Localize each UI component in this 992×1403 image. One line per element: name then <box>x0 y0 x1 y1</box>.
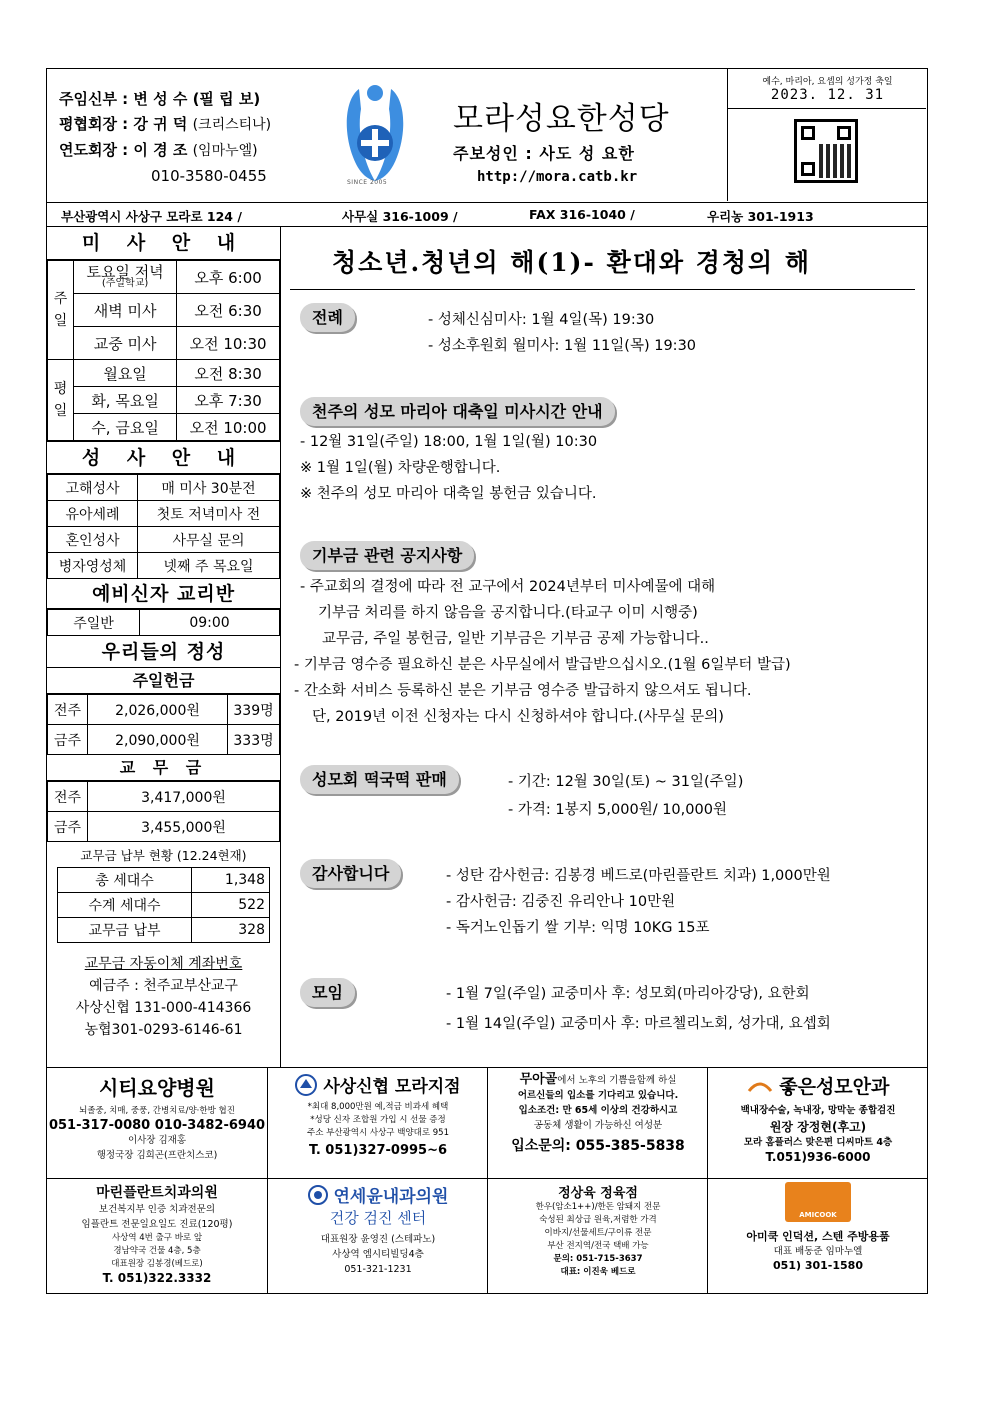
ad-shinhyup[interactable]: 사상신협 모라지점 *최대 8,000만원 예,적금 비과세 혜택 *성당 신자 조합원 가입 시 선물 증정 주소 부산광역시 사상구 백양대로 951 T. 051)327-0995~6 <box>269 1072 487 1158</box>
divider <box>47 1178 927 1179</box>
account-number: 사상신협 131-000-414366 <box>75 1000 252 1016</box>
account-number: 농협301-0293-6146-61 <box>84 1022 243 1038</box>
feast-name: 예수, 마리아, 요셉의 성가정 축일 <box>762 77 893 87</box>
week-label: 전주 <box>48 695 88 725</box>
bulletin-date: 2023. 12. 31 <box>770 87 885 103</box>
kyomu-status <box>47 842 280 947</box>
amicook-logo-icon: AMICOOK <box>785 1182 851 1222</box>
clergy-list <box>59 87 271 189</box>
kyomu-amount: 3,455,000원 <box>88 812 280 842</box>
catechumen-table <box>47 609 280 636</box>
catechumen-title: 예비신자 교리반 <box>47 579 280 609</box>
offering-amount: 2,090,000원 <box>88 725 228 755</box>
office-phone: 사무실 316-1009 / <box>342 209 458 224</box>
date-box <box>727 69 927 201</box>
sunday-label: 주일 <box>48 261 74 360</box>
attendance-count: 339명 <box>228 695 280 725</box>
solemnity-lines: - 12월 31일(주일) 18:00, 1월 1일(월) 10:30 ※ 1월 1일(월) 차량운행합니다. ※ 천주의 성모 마리아 대축일 봉헌금 있습니다. <box>300 434 598 502</box>
fax-number: FAX 316-1040 / <box>529 207 635 222</box>
ad-dental[interactable]: 마린플란트치과의원 보건복지부 인증 치과전문의 임플란트 전문일요일도 진료(120평) 사상역 4번 출구 바로 앞 경남약국 건물 4층, 5층 대표원장 김봉경(베드로) T. 051)322.3332 <box>81 1185 233 1285</box>
bulletin-page <box>46 68 928 1294</box>
parish-logo-icon <box>339 81 411 189</box>
sacrament-value: 사무실 문의 <box>138 527 280 553</box>
week-label: 금주 <box>48 725 88 755</box>
kyomu-status-label: 교무금 납부 현황 (12.24현재) <box>80 848 247 863</box>
bank-number: 우리농 301-1913 <box>707 209 814 224</box>
sacrament-name: 혼인성사 <box>48 527 138 553</box>
ad-city-hospital[interactable]: 시티요양병원 뇌졸중, 치매, 중풍, 간병치료/양·한방 협진 051-317-0080 010-3482-6940 이사장 김재홍 행정국장 김희곤(프란치스코) <box>48 1076 266 1161</box>
status-label: 교무금 납부 <box>58 918 192 943</box>
sacrament-title: 성 사 안 내 <box>47 441 280 474</box>
meetings-lines: - 1월 7일(주일) 교중미사 후: 성모회(마리아강당), 요한회 - 1월 14일(주일) 교중미사 후: 마르첼리노회, 성가대, 요셉회 <box>446 986 831 1032</box>
catechumen-label: 주일반 <box>48 610 140 636</box>
sacrament-value: 첫토 저녁미사 전 <box>138 501 280 527</box>
clergy-row: 주임신부 : 변 성 수 (필 립 보) <box>59 90 261 108</box>
bulletin-header <box>47 69 927 202</box>
status-value: 1,348 <box>192 868 270 893</box>
liturgy-lines: - 성체신심미사: 1월 4일(목) 19:30 - 성소후원회 월미사: 1월 11일(목) 19:30 <box>428 312 697 354</box>
solemnity-label: 천주의 성모 마리아 대축일 미사시간 안내 <box>300 397 615 426</box>
parish-url[interactable]: http://mora.catb.kr <box>477 169 638 185</box>
weekday-label: 평일 <box>48 360 74 441</box>
ad-butcher[interactable]: 정상육 정육점 한우(암소1++)/한돈 암돼지 전문 숙성된 최상급 원육,저렴한 가격 이바지/선물세트/구이류 전문 부산 전지역/전국 택배 가능 문의: 051-715-3637 대표: 이진욱 베드로 <box>535 1186 661 1277</box>
logo-since: SINCE 2005 <box>347 179 388 186</box>
status-value: 522 <box>192 893 270 918</box>
mass-name: 토요일 저녁 (주일학교) <box>74 261 177 294</box>
sunday-offering-title: 주일헌금 <box>47 668 280 694</box>
week-label: 전주 <box>48 782 88 812</box>
status-label: 총 세대수 <box>58 868 192 893</box>
mass-name: 수, 금요일 <box>74 414 177 441</box>
divider <box>290 289 915 290</box>
mass-time: 오후 6:00 <box>177 261 280 294</box>
mass-time: 오전 10:30 <box>177 327 280 360</box>
parish-name: 모라성요한성당 <box>453 101 670 137</box>
attendance-count: 333명 <box>228 725 280 755</box>
week-label: 금주 <box>48 812 88 842</box>
mass-name: 월요일 <box>74 360 177 387</box>
meetings-label: 모임 <box>300 978 355 1007</box>
sacrament-name: 고해성사 <box>48 475 138 501</box>
divider <box>267 1068 268 1294</box>
sacrament-name: 병자영성체 <box>48 553 138 579</box>
mass-time: 오전 8:30 <box>177 360 280 387</box>
kyomu-title: 교 무 금 <box>47 755 280 781</box>
sunday-offering-table <box>47 694 280 755</box>
ad-amicook[interactable]: AMICOOK 아미쿡 인덕션, 스텐 주방용품 대표 배동준 임마누엘 051) 301-1580 <box>709 1182 927 1272</box>
kyomu-table <box>47 781 280 842</box>
mass-time: 오후 7:30 <box>177 387 280 414</box>
shinhyup-logo-icon <box>295 1074 317 1096</box>
bank-transfer <box>47 953 280 1041</box>
yonsei-logo-icon <box>308 1185 328 1205</box>
mass-name: 화, 목요일 <box>74 387 177 414</box>
ads-section <box>47 1067 927 1293</box>
account-holder: 예금주 : 천주교부산교구 <box>89 978 238 994</box>
mass-time: 오전 10:00 <box>177 414 280 441</box>
catechumen-time: 09:00 <box>140 610 280 636</box>
mass-name: 교중 미사 <box>74 327 177 360</box>
patron-saint: 주보성인 : 사도 성 요한 <box>453 144 635 163</box>
rice-cake-lines: - 기간: 12월 30일(토) ~ 31일(주일) - 가격: 1봉지 5,000원/ 10,000원 <box>508 774 744 818</box>
donation-label: 기부금 관련 공지사항 <box>300 541 474 570</box>
clergy-row: 연도회장 : 이 경 조 (임마누엘) <box>59 141 258 159</box>
mass-name: 새벽 미사 <box>74 294 177 327</box>
sacrament-name: 유아세례 <box>48 501 138 527</box>
transfer-title: 교무금 자동이체 계좌번호 <box>84 956 243 972</box>
rice-cake-label: 성모회 떡국떡 판매 <box>300 765 459 794</box>
ad-yonsei[interactable]: 연세윤내과의원 건강 검진 센터 대표원장 윤영진 (스테파노) 사상역 엠시티빌딩4층 051-321-1231 <box>269 1182 487 1277</box>
address-bar <box>47 202 927 227</box>
eye-clinic-logo-icon <box>747 1079 773 1095</box>
address: 부산광역시 사상구 모라로 124 / <box>61 209 242 224</box>
status-value: 328 <box>192 918 270 943</box>
status-label: 수계 세대수 <box>58 893 192 918</box>
qr-code-icon[interactable] <box>794 119 858 183</box>
thanks-label: 감사합니다 <box>300 859 401 888</box>
offering-title: 우리들의 정성 <box>47 636 280 668</box>
thanks-lines: - 성탄 감사헌금: 김봉경 베드로(마린플란트 치과) 1,000만원 - 감사헌금: 김중진 유리안나 10만원 - 독거노인돕기 쌀 기부: 익명 10KG 15포 <box>446 868 831 936</box>
mass-title: 미 사 안 내 <box>47 227 280 260</box>
clergy-row: 평협회장 : 강 귀 덕 (크리스티나) <box>59 115 272 133</box>
divider <box>487 1068 488 1294</box>
kyomu-status-table <box>57 867 270 943</box>
parish-phone: 010-3580-0455 <box>151 167 267 185</box>
sacrament-value: 매 미사 30분전 <box>138 475 280 501</box>
ad-eye-clinic[interactable]: 좋은성모안과 백내장수술, 녹내장, 망막눈 종합검진 원장 장정현(후고) 모라 홈플러스 맞은편 디씨마트 4층 T.051)936-6000 <box>740 1076 896 1164</box>
mass-time: 오전 6:30 <box>177 294 280 327</box>
sacrament-value: 넷째 주 목요일 <box>138 553 280 579</box>
sacrament-table <box>47 474 280 579</box>
main-content <box>282 227 927 1067</box>
kyomu-amount: 3,417,000원 <box>88 782 280 812</box>
ad-muagol[interactable]: 무아골에서 노후의 기쁨을함께 하실 어르신들의 입소를 기다리고 있습니다. 입소조건: 만 65세 이상의 건강하시고 공동체 생활이 가능하신 여성분 입소문의: 055-385-5838 <box>511 1072 685 1154</box>
headline: 청소년.청년의 해(1)- 환대와 경청의 해 <box>332 248 812 277</box>
donation-lines: - 주교회의 결정에 따라 전 교구에서 2024년부터 미사예물에 대해 기부금 처리를 하지 않음을 공지합니다.(타교구 이미 시행중) 교무금, 주일 봉헌금, 일반 기부금은 기부금 공제 가능합니다.. - 기부금 영수증 필요하신 분은 사무실에서 발급받으십시오.(1월 6일부터 발급) - 간소화 서비스 등록하신 분은 기부금 영수증 발급하지 않으셔도 됩니다. 단, 2019년 이전 신청자는 다시 신청하셔야 합니다.(사무실 문의) <box>294 579 791 725</box>
divider <box>707 1068 708 1294</box>
liturgy-label: 전례 <box>300 303 355 332</box>
divider <box>728 108 926 109</box>
left-sidebar <box>47 227 281 1067</box>
mass-table <box>47 260 280 441</box>
offering-amount: 2,026,000원 <box>88 695 228 725</box>
